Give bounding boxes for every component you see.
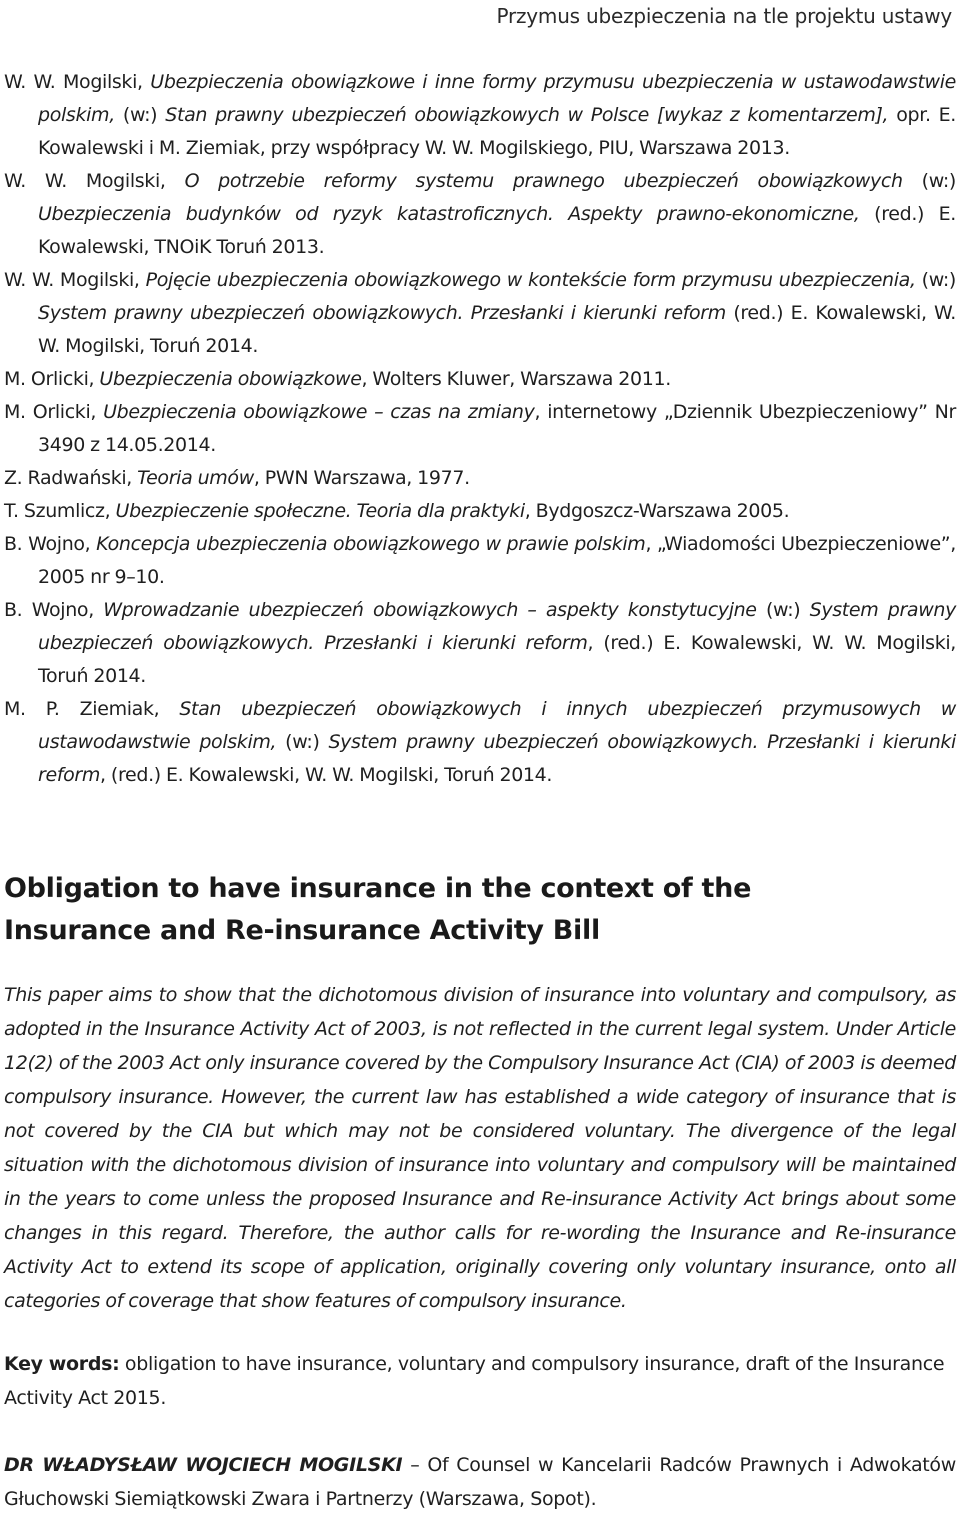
ref-title: System prawny ubezpieczeń obowiązkowych. Przesłanki i kierunki reform — [38, 731, 956, 786]
ref-segment: , internetowy „Dziennik Ubezpieczeniowy” Nr 3490 z 14.05.2014. — [38, 401, 956, 456]
ref-segment: , PWN Warszawa, 1977. — [253, 467, 470, 489]
ref-segment: (red.) E. Kowalewski, TNOiK Toruń 2013. — [38, 203, 956, 258]
bibliography-entry — [4, 495, 956, 528]
ref-segment: , Wolters Kluwer, Warszawa 2011. — [361, 368, 671, 390]
section-title: Obligation to have insurance in the context of the Insurance and Re-insurance Activity Bill — [4, 873, 752, 946]
ref-title: Stan ubezpieczeń obowiązkowych i innych ubezpieczeń przymusowych w ustawodawstwie polskim, — [38, 698, 956, 753]
bibliography-entry — [4, 462, 956, 495]
bibliography-entry — [4, 528, 956, 594]
author-name: DR WŁADYSŁAW WOJCIECH MOGILSKI — [4, 1454, 403, 1476]
keywords-line — [4, 1347, 956, 1415]
ref-segment: M. Orlicki, — [4, 401, 104, 423]
bibliography-entry — [4, 693, 956, 792]
ref-segment: (w:) — [756, 599, 810, 621]
bibliography-list — [4, 66, 956, 792]
ref-title: Koncepcja ubezpieczenia obowiązkowego w prawie polskim — [96, 533, 646, 555]
ref-title: Pojęcie ubezpieczenia obowiązkowego w kontekście form przymusu ubezpieczenia, — [145, 269, 916, 291]
ref-segment: opr. E. Kowalewski i M. Ziemiak, przy współpracy W. W. Mogilskiego, PIU, Warszawa 2013. — [38, 104, 956, 159]
bibliography-entry — [4, 594, 956, 693]
ref-segment: W. W. Mogilski, — [4, 71, 151, 93]
running-header: Przymus ubezpieczenia na tle projektu ustawy — [496, 4, 952, 28]
ref-title: Teoria umów — [137, 467, 254, 489]
ref-segment: M. P. Ziemiak, — [4, 698, 180, 720]
bibliography-entry — [4, 66, 956, 165]
author-note — [4, 1448, 956, 1516]
ref-segment: (w:) — [276, 731, 329, 753]
ref-segment: (w:) — [915, 269, 956, 291]
ref-segment: W. W. Mogilski, — [4, 269, 146, 291]
ref-segment: , „Wiadomości Ubezpieczeniowe”, 2005 nr 9–10. — [38, 533, 956, 588]
keywords-text: obligation to have insurance, voluntary and compulsory insurance, draft of the Insurance Activity Act 2015. — [4, 1353, 945, 1409]
ref-title: System prawny ubezpieczeń obowiązkowych. Przesłanki i kierunki reform — [38, 599, 956, 654]
ref-segment: B. Wojno, — [4, 533, 97, 555]
ref-title: O potrzebie reformy systemu prawnego ubezpieczeń obowiązkowych — [184, 170, 903, 192]
ref-title: Ubezpieczenia obowiązkowe — [99, 368, 362, 390]
ref-title: Ubezpieczenia budynków od ryzyk katastroficznych. Aspekty prawno-ekonomiczne, — [38, 203, 860, 225]
ref-segment: , Bydgoszcz-Warszawa 2005. — [524, 500, 790, 522]
ref-title: Ubezpieczenie społeczne. Teoria dla praktyki — [115, 500, 525, 522]
ref-segment: M. Orlicki, — [4, 368, 100, 390]
ref-segment: , (red.) E. Kowalewski, W. W. Mogilski, Toruń 2014. — [38, 632, 956, 687]
ref-segment: (red.) E. Kowalewski, W. W. Mogilski, Toruń 2014. — [38, 302, 956, 357]
bibliography-entry — [4, 165, 956, 264]
ref-title: Stan prawny ubezpieczeń obowiązkowych w Polsce [wykaz z komentarzem], — [165, 104, 889, 126]
ref-segment: T. Szumlicz, — [4, 500, 116, 522]
ref-title: Ubezpieczenia obowiązkowe – czas na zmiany — [103, 401, 535, 423]
ref-title: Wprowadzanie ubezpieczeń obowiązkowych – aspekty konstytucyjne — [103, 599, 757, 621]
ref-segment: B. Wojno, — [4, 599, 104, 621]
abstract-paragraph: This paper aims to show that the dichotomous division of insurance into voluntary and compulsory, as adopted in the Insurance Activity Act of 2003, is not reflected in the current legal system. Under Article 12(2) of the 2003 Act only insurance covered by the Compulsory Insurance Act (CIA) of 2003 is deemed compulsory insurance. However, the current law has established a wide category of insurance that is not covered by the CIA but which may not be considered voluntary. The divergence of the legal situation with the dichotomous division of insurance into voluntary and compulsory will be maintained in the years to come unless the proposed Insurance and Re-insurance Activity Act brings about some changes in this regard. Therefore, the author calls for re-wording the Insurance and Re-insurance Activity Act to extend its scope of application, originally covering only voluntary insurance, onto all categories of coverage that show features of compulsory insurance. — [4, 984, 956, 1312]
ref-segment: , (red.) E. Kowalewski, W. W. Mogilski, Toruń 2014. — [100, 764, 553, 786]
bibliography-entry — [4, 264, 956, 363]
bibliography-entry — [4, 396, 956, 462]
ref-segment: (w:) — [902, 170, 956, 192]
ref-segment: (w:) — [114, 104, 166, 126]
ref-title: System prawny ubezpieczeń obowiązkowych. Przesłanki i kierunki reform — [38, 302, 726, 324]
author-affiliation: – Of Counsel w Kancelarii Radców Prawnych i Adwokatów Głuchowski Siemiątkowski Zwara i Partnerzy (Warszawa, Sopot). — [4, 1454, 956, 1510]
ref-segment: W. W. Mogilski, — [4, 170, 185, 192]
bibliography-entry — [4, 363, 956, 396]
ref-segment: Z. Radwański, — [4, 467, 138, 489]
ref-title: Ubezpieczenia obowiązkowe i inne formy przymusu ubezpieczenia w ustawodawstwie polskim, — [38, 71, 957, 126]
keywords-label: Key words: — [4, 1353, 120, 1375]
